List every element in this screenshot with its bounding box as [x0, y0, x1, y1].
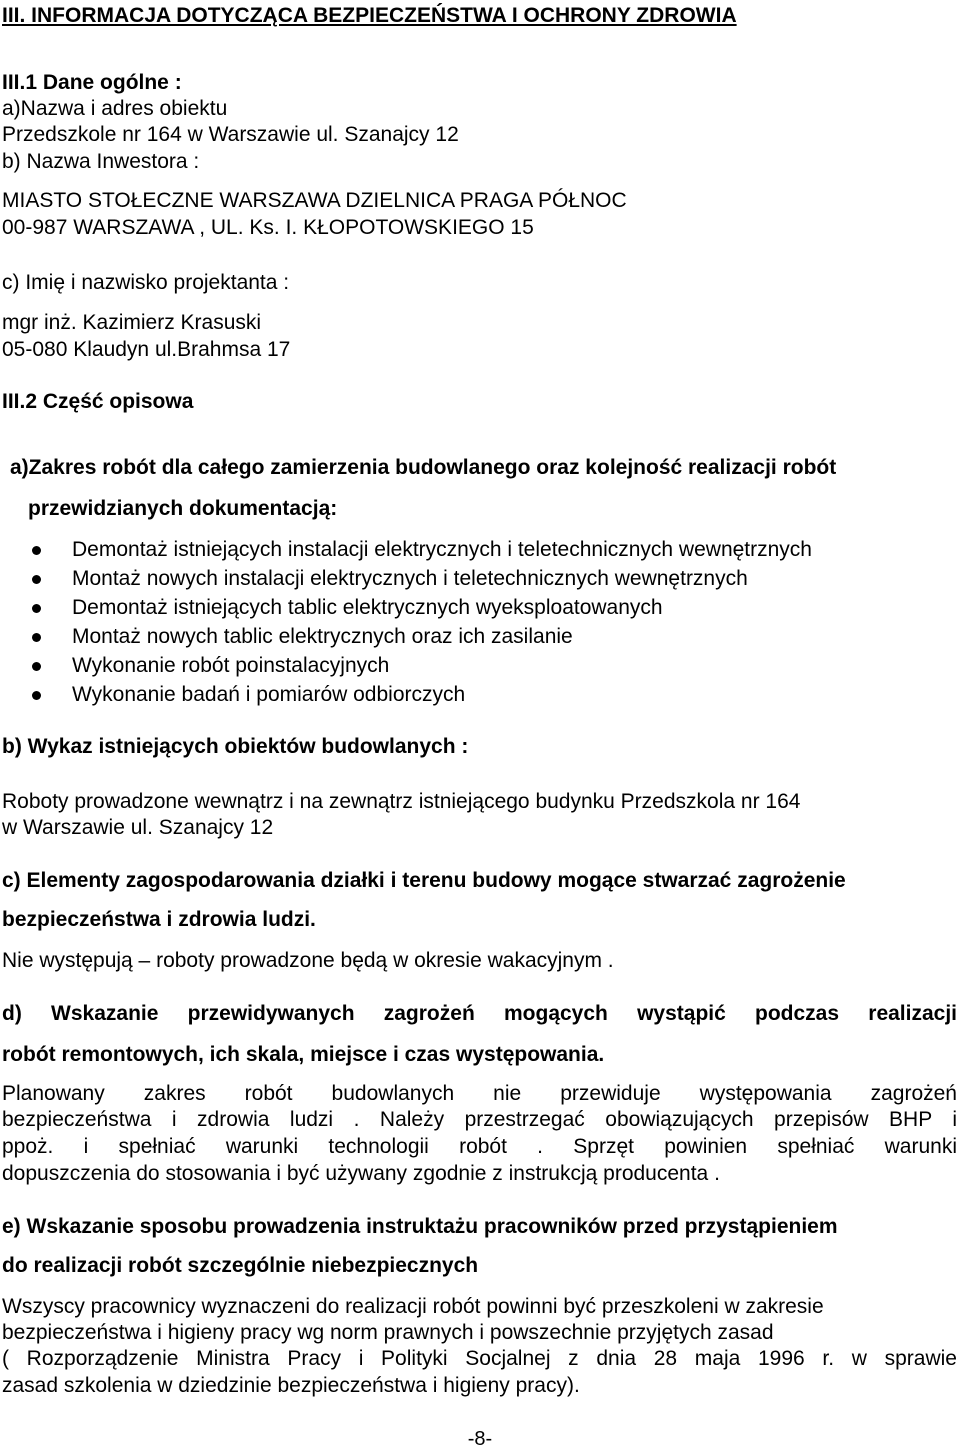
training-text-line4: zasad szkolenia w dziedzinie bezpieczeństwa i higieny pracy). [2, 1374, 580, 1397]
existing-objects-heading: b) Wykaz istniejących obiektów budowlanych : [2, 735, 469, 758]
designer-address: 05-080 Klaudyn ul.Brahmsa 17 [2, 338, 291, 361]
bullet-icon [32, 604, 41, 613]
page-number: -8- [467, 1428, 493, 1450]
investor-address: 00-987 WARSZAWA , UL. Ks. I. KŁOPOTOWSKIEGO 15 [2, 216, 534, 239]
hazards-heading-line2: robót remontowych, ich skala, miejsce i czas występowania. [2, 1043, 605, 1066]
existing-objects-text-line2: w Warszawie ul. Szanajcy 12 [2, 816, 274, 839]
list-item-text: Wykonanie robót poinstalacyjnych [72, 654, 390, 677]
hazards-text-line2: bezpieczeństwa i zdrowia ludzi . Należy przestrzegać obowiązujących przepisów BHP i [2, 1108, 957, 1131]
list-item-text: Montaż nowych tablic elektrycznych oraz ich zasilanie [72, 625, 573, 648]
hazards-text-line4: dopuszczenia do stosowania i być używany zgodnie z instrukcją producenta . [2, 1162, 720, 1185]
site-elements-heading-line1: c) Elementy zagospodarowania działki i terenu budowy mogące stwarzać zagrożenie [2, 869, 846, 892]
bullet-icon [32, 633, 41, 642]
list-item-text: Wykonanie badań i pomiarów odbiorczych [72, 683, 466, 706]
list-item-text: Demontaż istniejących tablic elektrycznych wyeksploatowanych [72, 596, 663, 619]
site-elements-text: Nie występują – roboty prowadzone będą w okresie wakacyjnym . [2, 949, 614, 972]
designer-label: c) Imię i nazwisko projektanta : [2, 271, 290, 294]
hazards-text-line3: ppoż. i spełniać warunki technologii robót . Sprzęt powinien spełniać warunki [2, 1135, 957, 1158]
investor-label: b) Nazwa Inwestora : [2, 150, 200, 173]
training-heading-line1: e) Wskazanie sposobu prowadzenia instruktażu pracowników przed przystąpieniem [2, 1215, 838, 1238]
training-heading-line2: do realizacji robót szczególnie niebezpiecznych [2, 1254, 479, 1277]
bullet-icon [32, 691, 41, 700]
scope-heading-line1: a)Zakres robót dla całego zamierzenia budowlanego oraz kolejność realizacji robót [10, 456, 837, 479]
investor-name: MIASTO STOŁECZNE WARSZAWA DZIELNICA PRAGA PÓŁNOC [2, 189, 627, 212]
hazards-heading-line1: d) Wskazanie przewidywanych zagrożeń mogących wystąpić podczas realizacji [2, 1002, 957, 1025]
scope-heading-line2: przewidzianych dokumentacją: [28, 497, 338, 520]
training-text-line3: ( Rozporządzenie Ministra Pracy i Polityki Socjalnej z dnia 28 maja 1996 r. w sprawie [2, 1347, 957, 1370]
training-text-line2: bezpieczeństwa i higieny pracy wg norm prawnych i powszechnie przyjętych zasad [2, 1321, 774, 1344]
object-address: Przedszkole nr 164 w Warszawie ul. Szanajcy 12 [2, 123, 459, 146]
list-item-text: Demontaż istniejących instalacji elektrycznych i teletechnicznych wewnętrznych [72, 538, 812, 561]
section-title: III. INFORMACJA DOTYCZĄCA BEZPIECZEŃSTWA I OCHRONY ZDROWIA [2, 4, 737, 27]
existing-objects-text-line1: Roboty prowadzone wewnątrz i na zewnątrz istniejącego budynku Przedszkola nr 164 [2, 790, 801, 813]
general-data-heading: III.1 Dane ogólne : [2, 71, 182, 94]
descriptive-part-heading: III.2 Część opisowa [2, 390, 194, 413]
bullet-icon [32, 546, 41, 555]
designer-name: mgr inż. Kazimierz Krasuski [2, 311, 262, 334]
object-name-label: a)Nazwa i adres obiektu [2, 97, 228, 120]
site-elements-heading-line2: bezpieczeństwa i zdrowia ludzi. [2, 908, 316, 931]
training-text-line1: Wszyscy pracownicy wyznaczeni do realizacji robót powinni być przeszkoleni w zakresie [2, 1295, 824, 1318]
bullet-icon [32, 575, 41, 584]
list-item-text: Montaż nowych instalacji elektrycznych i teletechnicznych wewnętrznych [72, 567, 748, 590]
bullet-icon [32, 662, 41, 671]
hazards-text-line1: Planowany zakres robót budowlanych nie przewiduje występowania zagrożeń [2, 1082, 957, 1105]
